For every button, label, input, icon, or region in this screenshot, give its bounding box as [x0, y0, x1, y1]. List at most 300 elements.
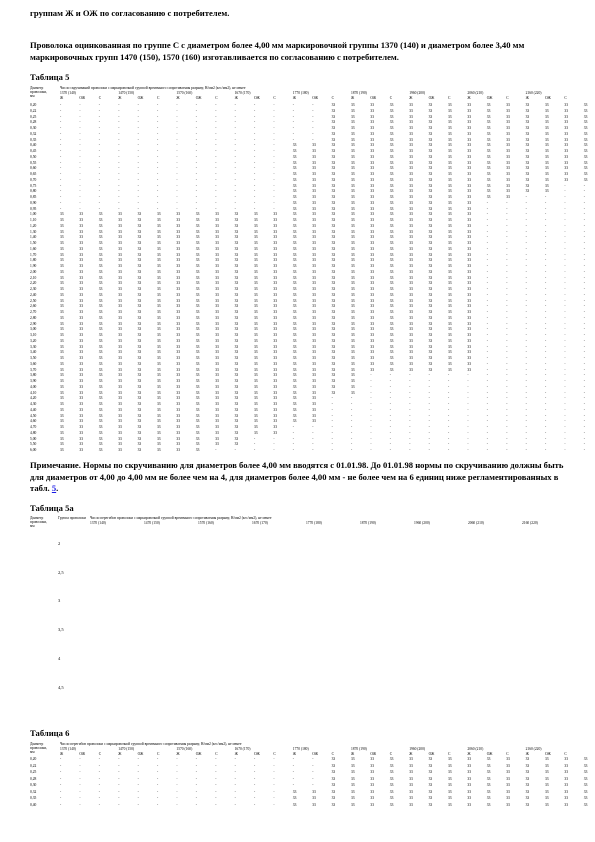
cell-value: -	[157, 783, 159, 787]
cell-diameter: 0,60	[30, 166, 37, 171]
cell-value: -	[486, 304, 488, 309]
cell-value: 33	[137, 379, 142, 383]
cell-value: -	[254, 789, 256, 794]
cell-value: 33	[331, 321, 336, 326]
cell-value: 33	[486, 776, 491, 781]
cell-value: 33	[486, 763, 491, 768]
cell-value: -	[157, 189, 159, 194]
cell-value: -	[564, 321, 566, 326]
cell-value: 33	[370, 137, 374, 142]
cell-value: 33	[409, 114, 413, 119]
cell-value: 33	[428, 143, 433, 148]
cell-value: 33	[331, 333, 336, 337]
cell-value: 33	[195, 356, 200, 360]
cell-value: 33	[370, 131, 374, 136]
cell-value: 33	[409, 356, 413, 360]
cell-value: 33	[545, 131, 549, 136]
cell-value: -	[292, 103, 294, 107]
cell-value: -	[506, 402, 508, 406]
cell-value: 33	[98, 384, 103, 389]
cell-value: 33	[234, 367, 239, 372]
header-subgroup: С	[215, 752, 218, 756]
cell-value: 33	[273, 361, 277, 366]
cell-value: 33	[428, 310, 433, 314]
cell-value: 33	[467, 802, 471, 807]
cell-value: 33	[79, 367, 83, 372]
cell-value: 33	[292, 390, 297, 395]
table-row	[30, 756, 588, 762]
cell-value: 33	[389, 131, 394, 136]
cell-diameter: 4,70	[30, 425, 37, 429]
cell-value: 33	[545, 126, 549, 130]
cell-value: -	[176, 763, 178, 768]
cell-value: -	[545, 252, 547, 257]
cell-value: 33	[137, 218, 142, 222]
cell-value: -	[506, 430, 508, 435]
cell-value: 33	[525, 189, 530, 194]
cell-value: -	[215, 166, 217, 171]
cell-value: -	[389, 396, 391, 401]
cell-value: -	[215, 802, 217, 807]
cell-value: -	[137, 120, 139, 125]
cell-value: -	[98, 103, 100, 107]
cell-value: 33	[448, 770, 452, 774]
cell-value: 33	[409, 126, 413, 130]
cell-value: 33	[351, 160, 355, 165]
cell-value: 33	[564, 108, 568, 113]
cell-value: -	[195, 789, 197, 794]
cell-value: 33	[467, 344, 471, 349]
cell-value: 33	[525, 763, 530, 768]
cell-value: 33	[467, 126, 471, 130]
cell-value: 33	[292, 223, 297, 228]
cell-value: 33	[137, 384, 142, 389]
cell-value: 33	[273, 229, 277, 234]
cell-diameter: 5,50	[30, 442, 37, 447]
cell-value: -	[448, 442, 450, 447]
cell-value: -	[292, 442, 294, 447]
cell-value: 33	[118, 361, 122, 366]
header-subgroup: С	[448, 752, 451, 756]
cell-value: -	[486, 292, 488, 297]
cell-value: 33	[486, 172, 491, 176]
cell-value: -	[467, 413, 469, 418]
cell-value: 33	[409, 796, 413, 800]
cell-value: 33	[564, 137, 568, 142]
cell-value: -	[506, 258, 508, 263]
cell-value: 33	[254, 338, 258, 343]
cell-value: -	[254, 149, 256, 153]
cell-value: -	[137, 154, 139, 159]
cell-value: 33	[583, 149, 588, 153]
cell-value: -	[545, 275, 547, 280]
cell-value: 33	[389, 275, 394, 280]
cell-value: 33	[234, 425, 239, 429]
cell-value: 33	[234, 246, 239, 251]
cell-value: 33	[506, 183, 510, 188]
cell-value: 33	[331, 789, 336, 794]
cell-value: 33	[292, 160, 297, 165]
cell-value: 33	[467, 212, 471, 217]
header-group: 1770 (180)	[292, 91, 309, 95]
cell-value: -	[98, 200, 100, 205]
cell-value: 33	[98, 436, 103, 441]
cell-value: 33	[273, 258, 277, 263]
cell-value: 33	[564, 114, 568, 119]
cell-value: 33	[428, 783, 433, 787]
cell-value: 33	[448, 321, 452, 326]
cell-value: 33	[370, 218, 374, 222]
cell-value: 33	[118, 344, 122, 349]
cell-value: -	[273, 172, 275, 176]
cell-value: 33	[486, 137, 491, 142]
cell-value: -	[234, 195, 236, 199]
cell-value: -	[98, 796, 100, 800]
cell-value: -	[118, 802, 120, 807]
header-subgroup: Ж	[176, 752, 180, 756]
cell-value: 33	[467, 356, 471, 360]
cell-value: 33	[331, 356, 336, 360]
cell-value: -	[118, 763, 120, 768]
cell-value: 33	[292, 229, 297, 234]
cell-value: 33	[254, 367, 258, 372]
cell-value: 33	[448, 172, 452, 176]
cell-value: -	[234, 149, 236, 153]
cell-value: 33	[583, 796, 588, 800]
cell-value: 33	[370, 763, 374, 768]
cell-value: 33	[331, 269, 336, 274]
cell-diameter: 2,10	[30, 275, 37, 280]
cell-value: 33	[370, 212, 374, 217]
cell-value: 33	[428, 223, 433, 228]
cell-value: -	[564, 338, 566, 343]
cell-value: 33	[506, 143, 510, 148]
cell-value: -	[157, 154, 159, 159]
cell-value: 33	[583, 131, 588, 136]
cell-value: 33	[292, 413, 297, 418]
cell-value: 33	[273, 425, 277, 429]
cell-value: -	[292, 763, 294, 768]
cell-value: 33	[98, 269, 103, 274]
cell-value: -	[60, 143, 62, 148]
cell-value: -	[157, 796, 159, 800]
cell-value: 33	[98, 229, 103, 234]
cell-value: 33	[409, 344, 413, 349]
cell-value: -	[195, 206, 197, 211]
cell-value: 33	[60, 413, 64, 418]
cell-value: -	[506, 212, 508, 217]
header-subgroup: С	[564, 96, 567, 100]
cell-value: 33	[176, 344, 180, 349]
cell-value: -	[195, 802, 197, 807]
cell-value: 33	[157, 442, 161, 447]
cell-value: -	[486, 413, 488, 418]
cell-value: -	[254, 137, 256, 142]
cell-diameter: 4,40	[30, 407, 37, 412]
cell-value: -	[467, 402, 469, 406]
cell-value: -	[137, 108, 139, 113]
cell-value: 33	[118, 396, 122, 401]
cell-value: 33	[137, 327, 142, 332]
block-group-label: 2	[58, 541, 61, 546]
cell-value: 33	[389, 189, 394, 194]
cell-value: -	[118, 154, 120, 159]
cell-value: 33	[370, 252, 374, 257]
cell-value: -	[486, 373, 488, 378]
cell-value: -	[157, 137, 159, 142]
cell-value: 33	[351, 350, 355, 355]
cell-value: 33	[467, 757, 471, 761]
cell-value: 33	[351, 131, 355, 136]
cell-value: 33	[176, 419, 180, 424]
cell-value: -	[428, 430, 430, 435]
cell-value: 33	[370, 120, 374, 125]
cell-value: 33	[118, 367, 122, 372]
cell-value: 33	[389, 344, 394, 349]
cell-value: 33	[157, 448, 161, 452]
cell-value: 33	[351, 789, 355, 794]
cell-value: 33	[137, 425, 142, 429]
cell-value: -	[389, 413, 391, 418]
cell-value: 33	[273, 344, 277, 349]
cell-value: -	[506, 448, 508, 452]
cell-diameter: 3,10	[30, 333, 37, 337]
cell-value: 33	[389, 367, 394, 372]
cell-value: 33	[79, 390, 83, 395]
cell-value: -	[273, 149, 275, 153]
cell-value: 33	[157, 298, 161, 303]
cell-value: -	[564, 189, 566, 194]
cell-value: 33	[292, 154, 297, 159]
cell-value: 33	[448, 103, 452, 107]
cell-value: 33	[137, 430, 142, 435]
cell-value: 33	[157, 315, 161, 320]
cell-value: 33	[292, 258, 297, 263]
cell-value: 33	[506, 120, 510, 125]
cell-value: 33	[273, 235, 277, 240]
cell-value: 33	[292, 338, 297, 343]
cell-value: 33	[564, 166, 568, 171]
cell-value: -	[564, 315, 566, 320]
cell-value: 33	[292, 143, 297, 148]
cell-value: 33	[467, 281, 471, 286]
cell-value: 33	[467, 350, 471, 355]
header-group: 1670 (170)	[234, 91, 251, 95]
cell-value: 33	[137, 407, 142, 412]
cell-value: -	[176, 776, 178, 781]
cell-value: 33	[389, 361, 394, 366]
cell-value: 33	[331, 310, 336, 314]
cell-value: -	[234, 763, 236, 768]
cell-value: 33	[583, 108, 588, 113]
header-subgroup: ОЖ	[312, 752, 318, 756]
table-5-caption: Таблица 5	[30, 72, 70, 82]
cell-value: 33	[370, 108, 374, 113]
cell-diameter: 3,80	[30, 373, 37, 378]
cell-value: 33	[428, 200, 433, 205]
cell-value: 33	[351, 361, 355, 366]
cell-value: -	[273, 131, 275, 136]
cell-value: 33	[195, 252, 200, 257]
cell-value: -	[118, 789, 120, 794]
cell-value: 33	[370, 292, 374, 297]
cell-value: 33	[98, 356, 103, 360]
cell-value: -	[564, 350, 566, 355]
cell-value: 33	[545, 189, 549, 194]
header-group: 1960 (200)	[409, 91, 426, 95]
cell-value: -	[583, 321, 585, 326]
cell-value: 33	[467, 776, 471, 781]
cell-value: -	[564, 275, 566, 280]
cell-value: 33	[525, 783, 530, 787]
cell-value: -	[467, 396, 469, 401]
cell-value: 33	[448, 160, 452, 165]
cell-value: 33	[448, 223, 452, 228]
cell-value: -	[60, 126, 62, 130]
cell-value: 33	[157, 344, 161, 349]
cell-value: -	[195, 172, 197, 176]
cell-value: -	[98, 763, 100, 768]
cell-value: 33	[215, 425, 219, 429]
cell-value: -	[525, 442, 527, 447]
cell-value: 33	[467, 177, 471, 182]
cell-value: 33	[292, 396, 297, 401]
cell-value: 33	[428, 258, 433, 263]
cell-value: -	[583, 241, 585, 245]
cell-value: -	[254, 442, 256, 447]
cell-value: 33	[448, 126, 452, 130]
cell-value: 33	[428, 246, 433, 251]
cell-value: -	[98, 108, 100, 113]
cell-value: -	[60, 770, 62, 774]
cell-value: 33	[195, 350, 200, 355]
cell-value: -	[79, 114, 81, 119]
cell-value: -	[448, 419, 450, 424]
cell-value: -	[60, 757, 62, 761]
cell-value: -	[118, 108, 120, 113]
cell-value: 33	[60, 327, 64, 332]
cell-value: 33	[486, 757, 491, 761]
cell-value: 33	[137, 281, 142, 286]
cell-value: 33	[409, 160, 413, 165]
cell-value: -	[137, 183, 139, 188]
cell-value: 33	[79, 229, 83, 234]
header-subgroup: Ж	[234, 752, 238, 756]
cell-value: -	[351, 436, 353, 441]
cell-value: -	[137, 802, 139, 807]
cell-value: 33	[545, 143, 549, 148]
header-subgroup: Ж	[525, 752, 529, 756]
cell-value: 33	[370, 195, 374, 199]
cell-value: 33	[60, 367, 64, 372]
cell-value: 33	[506, 195, 510, 199]
cell-value: 33	[583, 114, 588, 119]
cell-value: -	[176, 177, 178, 182]
cell-value: 33	[409, 189, 413, 194]
header-subgroup: Ж	[292, 96, 297, 100]
cell-value: 33	[428, 281, 433, 286]
cell-value: -	[545, 373, 547, 378]
cell-value: -	[234, 160, 236, 165]
cell-value: 33	[215, 235, 219, 240]
cell-value: 33	[79, 396, 83, 401]
cell-value: 33	[545, 776, 549, 781]
cell-value: 33	[448, 281, 452, 286]
cell-value: -	[254, 120, 256, 125]
cell-value: 33	[118, 269, 122, 274]
table-5-link[interactable]: 5	[51, 483, 57, 493]
header-subgroup: ОЖ	[312, 96, 318, 100]
cell-value: -	[273, 757, 275, 761]
cell-value: 33	[525, 166, 530, 171]
cell-value: -	[157, 200, 159, 205]
cell-value: 33	[409, 304, 413, 309]
cell-value: 33	[351, 770, 355, 774]
cell-value: 33	[234, 275, 239, 280]
cell-value: 33	[60, 396, 64, 401]
cell-value: 33	[467, 287, 471, 291]
cell-value: -	[545, 258, 547, 263]
cell-value: -	[137, 796, 139, 800]
cell-value: 33	[215, 281, 219, 286]
cell-value: 33	[312, 304, 316, 309]
cell-value: -	[176, 195, 178, 199]
cell-value: 33	[467, 333, 471, 337]
cell-value: 33	[351, 258, 355, 263]
cell-value: -	[60, 166, 62, 171]
cell-value: 33	[118, 258, 122, 263]
cell-value: 33	[545, 183, 549, 188]
cell-value: 33	[389, 223, 394, 228]
cell-diameter: 3,90	[30, 379, 37, 383]
cell-value: 33	[331, 327, 336, 332]
cell-value: -	[273, 448, 275, 452]
cell-value: 33	[118, 402, 122, 406]
cell-value: 33	[273, 338, 277, 343]
cell-value: 33	[176, 252, 180, 257]
cell-value: -	[79, 177, 81, 182]
cell-value: -	[525, 200, 527, 205]
cell-value: 33	[195, 292, 200, 297]
cell-value: 33	[389, 310, 394, 314]
cell-value: -	[137, 757, 139, 761]
header-group: 1770 (180)	[292, 747, 309, 751]
cell-value: 33	[60, 448, 64, 452]
cell-value: -	[118, 757, 120, 761]
cell-value: -	[312, 108, 314, 113]
cell-value: -	[525, 344, 527, 349]
cell-value: 33	[583, 776, 588, 781]
header-subgroup: С	[157, 752, 160, 756]
cell-value: -	[215, 757, 217, 761]
cell-value: -	[312, 448, 314, 452]
cell-value: 33	[428, 264, 433, 268]
cell-value: 33	[273, 413, 277, 418]
cell-value: -	[137, 776, 139, 781]
cell-value: 33	[79, 292, 83, 297]
cell-value: -	[545, 425, 547, 429]
cell-value: 33	[583, 137, 588, 142]
cell-value: 33	[254, 361, 258, 366]
cell-diameter: 0,30	[30, 126, 37, 130]
cell-value: -	[583, 200, 585, 205]
cell-value: -	[60, 783, 62, 787]
cell-value: 33	[467, 310, 471, 314]
cell-value: -	[525, 212, 527, 217]
cell-value: 33	[545, 166, 549, 171]
cell-value: 33	[370, 770, 374, 774]
cell-diameter: 0,35	[30, 796, 37, 800]
